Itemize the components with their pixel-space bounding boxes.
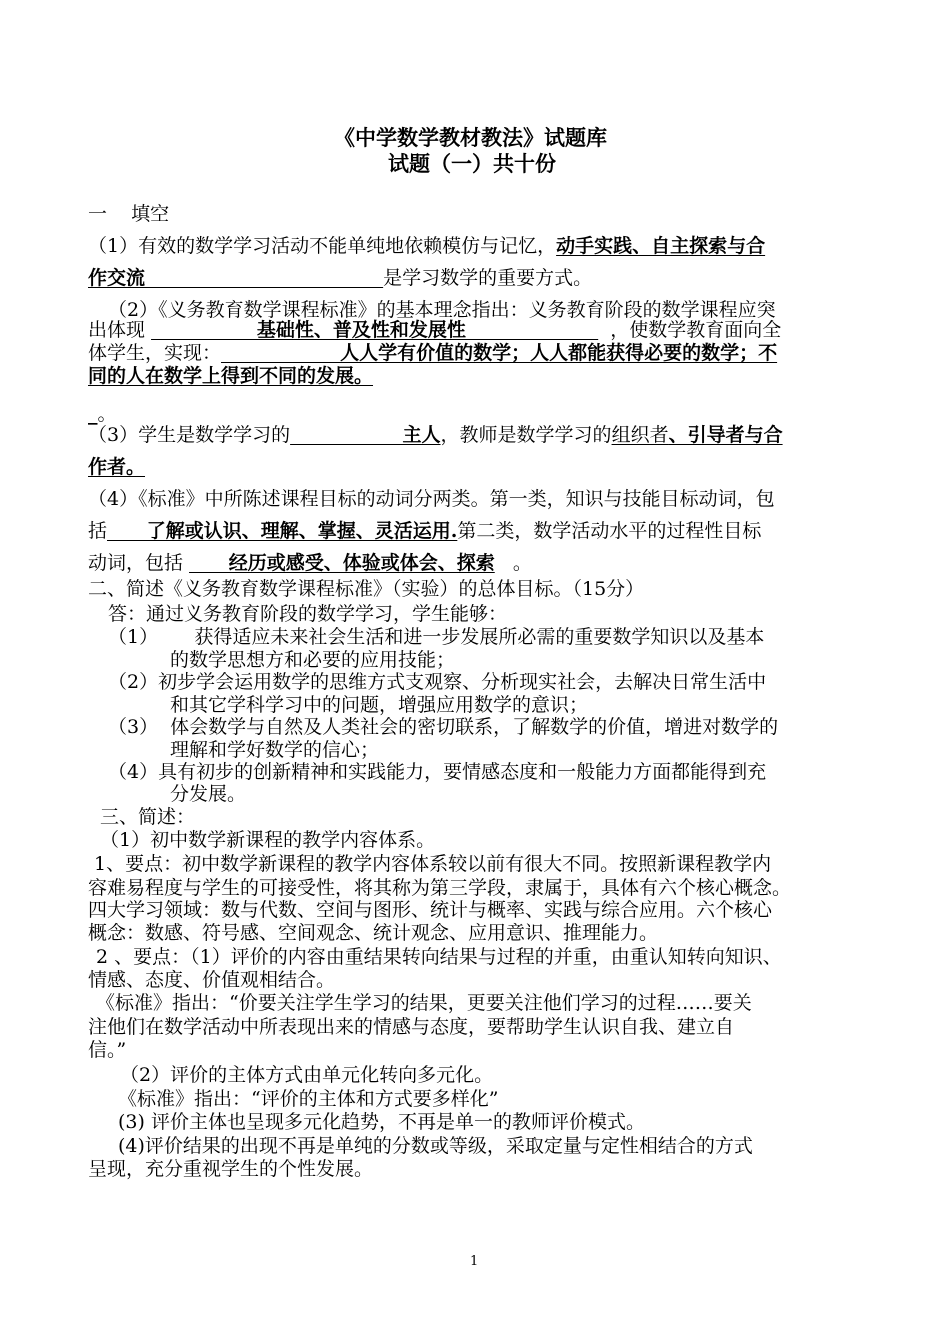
line-text: 注他们在数学活动中所表现出来的情感与态度，要帮助学生认识自我、建立自 bbox=[88, 1016, 735, 1038]
answer-fill-text: 经历或感受、体验或体会、探索 bbox=[189, 552, 495, 574]
line-text: 四大学习领域：数与代数、空间与图形、统计与概率、实践与综合应用。六个核心 bbox=[88, 899, 773, 921]
line-text: 动词，包括 bbox=[88, 552, 190, 574]
text-line-31 bbox=[88, 968, 335, 992]
text-line-1 bbox=[88, 202, 169, 226]
document-subtitle: 试题（一）共十份 bbox=[388, 151, 556, 176]
line-text: 。 bbox=[97, 403, 117, 425]
line-text: 是学习数学的重要方式。 bbox=[383, 267, 593, 289]
line-text: 体学生，实现： bbox=[88, 342, 222, 364]
text-line-36 bbox=[118, 1087, 498, 1111]
answer-fill-text: 主人 bbox=[290, 424, 441, 446]
page-number: 1 bbox=[470, 1254, 479, 1269]
line-text: 《标准》指出：“价要关注学生学习的结果，更要关注他们学习的过程……要关 bbox=[96, 992, 752, 1014]
text-line-22 bbox=[108, 760, 766, 784]
answer-fill-text: _ bbox=[88, 403, 98, 425]
text-line-12 bbox=[88, 519, 761, 543]
line-text: ，教师是数学学习的 bbox=[440, 424, 612, 446]
line-text: （4）《标准》中所陈述课程目标的动词分两类。第一类，知识与技能目标动词，包 bbox=[88, 488, 775, 510]
document-title: 《中学数学教材教法》试题库 bbox=[334, 125, 607, 150]
text-line-26 bbox=[94, 852, 771, 876]
line-text: 括 bbox=[88, 520, 108, 542]
text-line-28 bbox=[88, 898, 772, 922]
text-line-24 bbox=[100, 805, 195, 829]
line-text: 理解和学好数学的信心； bbox=[170, 739, 380, 761]
text-line-23 bbox=[170, 782, 246, 806]
line-text: （1） 获得适应未来社会生活和进一步发展所必需的重要数学知识以及基本 bbox=[108, 626, 765, 648]
text-line-27 bbox=[88, 876, 791, 900]
text-line-39 bbox=[88, 1157, 373, 1181]
answer-fill-text: 作交流 bbox=[88, 267, 384, 289]
answer-fill-text: 作者。 bbox=[88, 456, 146, 478]
line-text: 答：通过义务教育阶段的数学学习，学生能够： bbox=[108, 603, 508, 625]
line-text: 和其它学科学习中的问题，增强应用数学的意识； bbox=[170, 694, 589, 716]
text-line-16 bbox=[108, 625, 764, 649]
text-line-15 bbox=[108, 602, 507, 626]
text-line-9 bbox=[88, 423, 783, 447]
line-text: 三、简述： bbox=[100, 806, 196, 828]
text-line-10 bbox=[88, 455, 145, 479]
answer-fill-text: 人人学有价值的数学；人人都能获得必要的数学；不 bbox=[221, 342, 778, 364]
text-line-37 bbox=[118, 1110, 645, 1134]
text-line-2 bbox=[88, 234, 765, 258]
line-text: （2）初步学会运用数学的思维方式支观察、分析现实社会，去解决日常生活中 bbox=[108, 671, 767, 693]
answer-fill-text: 动手实践、自主探索与合 bbox=[556, 235, 766, 257]
text-line-6 bbox=[88, 341, 777, 365]
line-text: 信。” bbox=[88, 1039, 127, 1061]
answer-fill-text: 、引导者与合 bbox=[668, 424, 783, 446]
line-text: （1）有效的数学学习活动不能单纯地依赖模仿与记忆， bbox=[88, 235, 557, 257]
line-text: (3) 评价主体也呈现多元化趋势，不再是单一的教师评价模式。 bbox=[118, 1111, 645, 1133]
line-text: 二、简述《义务教育数学课程标准》（实验）的总体目标。（15分） bbox=[88, 578, 645, 600]
answer-fill-text: 同的人在数学上得到不同的发展。 bbox=[88, 365, 374, 387]
text-line-32 bbox=[96, 991, 752, 1015]
line-text: （3） 体会数学与自然及人类社会的密切联系，了解数学的价值，增进对数学的 bbox=[108, 716, 779, 738]
text-line-11 bbox=[88, 487, 775, 511]
text-line-19 bbox=[170, 693, 588, 717]
answer-fill-text: 了解或认识、理解、掌握、灵活运用. bbox=[107, 520, 458, 542]
text-line-17 bbox=[170, 648, 455, 672]
text-line-34 bbox=[88, 1038, 126, 1062]
line-text: 《标准》指出：“评价的主体和方式要多样化” bbox=[118, 1088, 499, 1110]
line-text: 容难易程度与学生的可接受性，将其称为第三学段，隶属于，具体有六个核心概念。 bbox=[88, 877, 792, 899]
text-line-30 bbox=[96, 945, 782, 969]
text-line-18 bbox=[108, 670, 766, 694]
line-text: 出体现 bbox=[88, 319, 152, 341]
text-line-7 bbox=[88, 364, 373, 388]
line-text: 2 、要点：（1）评价的内容由重结果转向结果与过程的并重，由重认知转向知识、 bbox=[96, 946, 782, 968]
text-line-29 bbox=[88, 921, 658, 945]
line-text: 呈现，充分重视学生的个性发展。 bbox=[88, 1158, 374, 1180]
line-text: (4)评价结果的出现不再是单纯的分数或等级，采取定量与定性相结合的方式 bbox=[118, 1135, 753, 1157]
line-text: ，使数学教育面向全 bbox=[598, 319, 782, 341]
text-line-33 bbox=[88, 1015, 734, 1039]
line-text: 概念：数感、符号感、空间观念、统计观念、应用意识、推理能力。 bbox=[88, 922, 659, 944]
line-text: 的数学思想方和必要的应用技能； bbox=[170, 649, 456, 671]
line-text: 1、要点：初中数学新课程的教学内容体系较以前有很大不同。按照新课程教学内 bbox=[94, 853, 772, 875]
text-line-20 bbox=[108, 715, 778, 739]
text-line-5 bbox=[88, 318, 781, 342]
text-line-21 bbox=[170, 738, 379, 762]
text-line-38 bbox=[118, 1134, 753, 1158]
line-text: 分发展。 bbox=[170, 783, 247, 805]
line-text: 情感、态度、价值观相结合。 bbox=[88, 969, 336, 991]
answer-fill-text: 组织者 bbox=[611, 424, 669, 446]
text-line-25 bbox=[100, 828, 435, 852]
text-line-14 bbox=[88, 577, 644, 601]
text-line-13 bbox=[88, 551, 532, 575]
line-text: （2）《义务教育数学课程标准》的基本理念指出：义务教育阶段的数学课程应突 bbox=[108, 299, 776, 321]
line-text: 。 bbox=[494, 552, 532, 574]
line-text: （1）初中数学新课程的教学内容体系。 bbox=[100, 829, 436, 851]
line-text: 第二类，数学活动水平的过程性目标 bbox=[457, 520, 762, 542]
line-text: （4）具有初步的创新精神和实践能力，要情感态度和一般能力方面都能得到充 bbox=[108, 761, 767, 783]
line-text: （3）学生是数学学习的 bbox=[88, 424, 291, 446]
text-line-35 bbox=[120, 1063, 493, 1087]
answer-fill-text: 基础性、普及性和发展性 bbox=[151, 319, 599, 341]
line-text: 一 填空 bbox=[88, 203, 170, 225]
text-line-3 bbox=[88, 266, 592, 290]
line-text: （2）评价的主体方式由单元化转向多元化。 bbox=[120, 1064, 494, 1086]
